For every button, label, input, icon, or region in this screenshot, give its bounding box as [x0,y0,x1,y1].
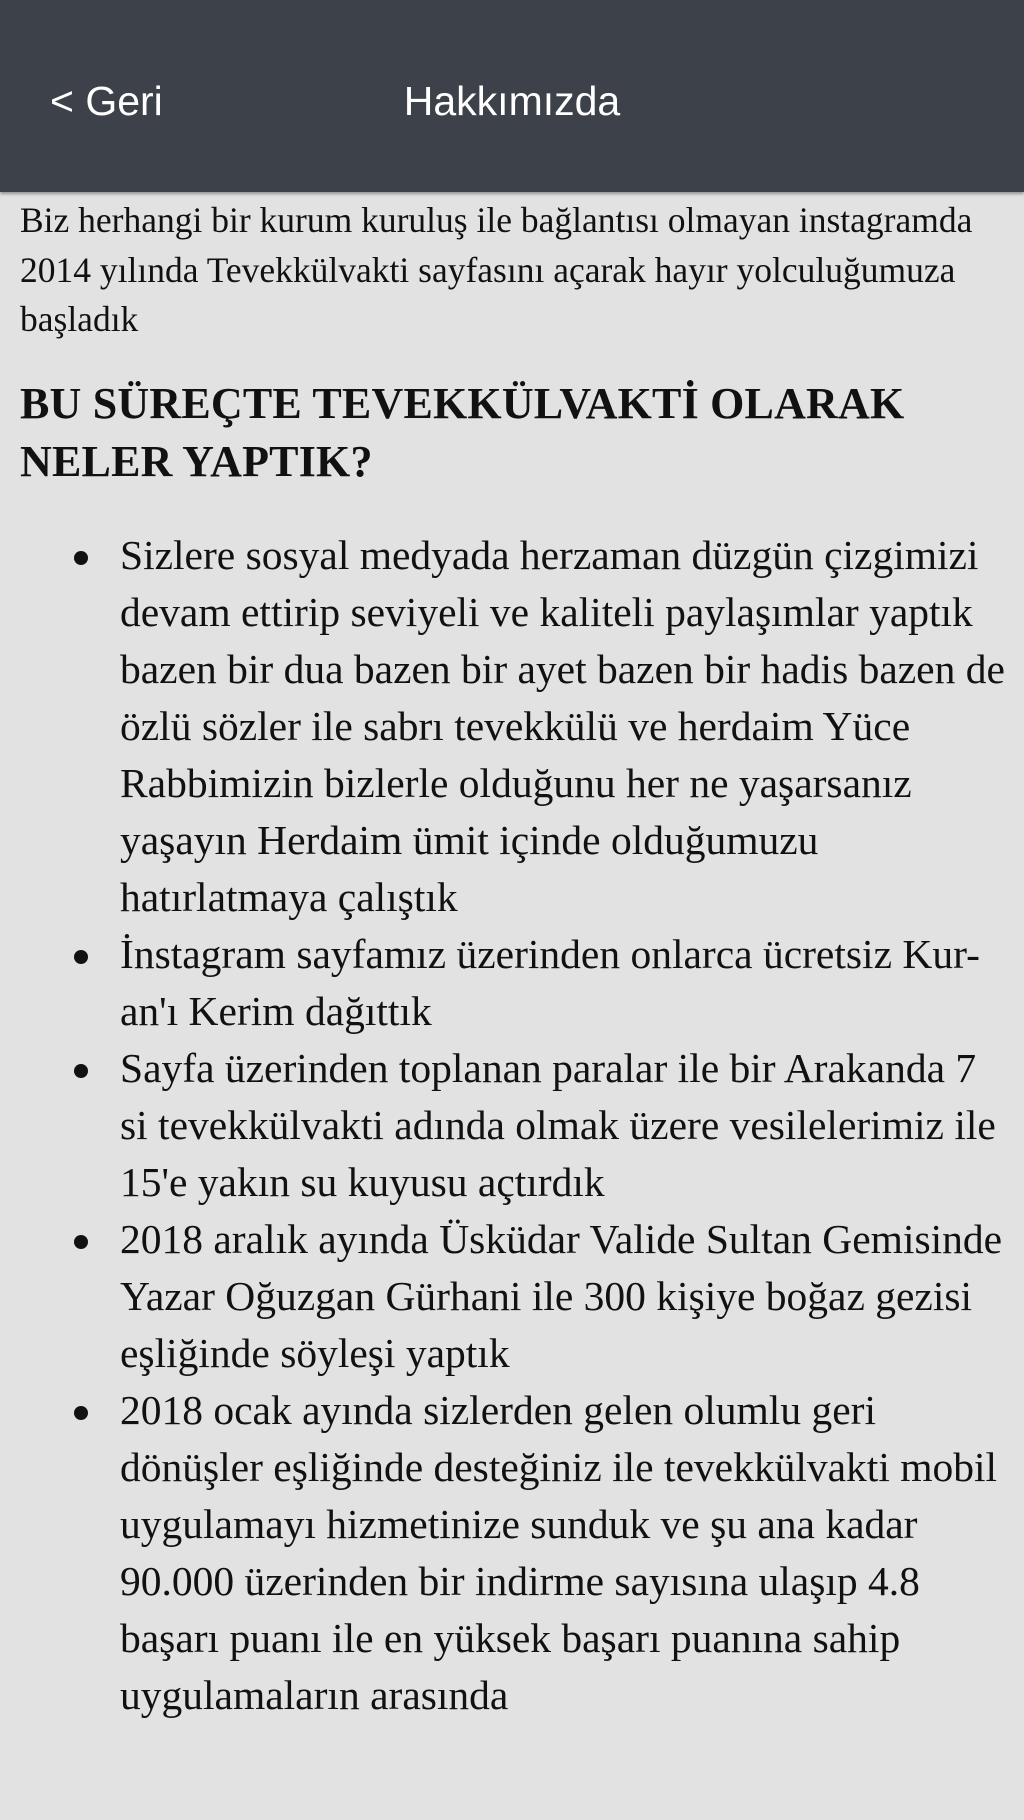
list-item-text: 2018 aralık ayında Üsküdar Valide Sultan Gemisinde Yazar Oğuzgan Gürhani ile 300 kişiye boğaz gezisi eşliğinde söyleşi yaptık [120,1215,1003,1376]
page-title: Hakkımızda [403,78,621,124]
list-item-text: Sizlere sosyal medyada herzaman düzgün çizgimizi devam ettirip seviyeli ve kaliteli paylaşımlar yaptık bazen bir dua bazen bir ayet bazen bir hadis bazen de özlü sözler ile sabrı tevekkülü ve herdaim Yüce Rabbimizin bizlerle olduğunu her ne yaşarsanız yaşayın Herdaim ümit içinde olduğumuzu hatırlatmaya çalıştık [120,531,1005,920]
intro-paragraph: Biz herhangi bir kurum kuruluş ile bağlantısı olmayan instagramda 2014 yılında Tevekkülvakti sayfasını açarak hayır yolculuğumuza başladık [20,200,973,339]
bullet-icon [74,1064,88,1078]
list-item-text: 2018 ocak ayında sizlerden gelen olumlu geri dönüşler eşliğinde desteğiniz ile tevekkülvakti mobil uygulamayı hizmetinize sunduk ve şu ana kadar 90.000 üzerinden bir indirme sayısına ulaşıp 4.8 başarı puanı ile en yüksek başarı puanına sahip uygulamaların arasında [120,1386,998,1718]
list-item [20,926,1010,1040]
bullet-icon [74,1406,88,1420]
list-item [20,1382,1010,1724]
bullet-icon [74,551,88,565]
list-item-text: Sayfa üzerinden toplanan paralar ile bir Arakanda 7 si tevekkülvakti adında olmak üzere vesilelerimiz ile 15'e yakın su kuyusu açtırdık [120,1044,996,1205]
back-button[interactable]: < Geri [50,78,163,124]
list-item [20,1040,1010,1211]
achievements-list [20,527,1010,1724]
bullet-icon [74,1235,88,1249]
bullet-icon [74,950,88,964]
about-content [20,196,1010,1724]
list-item [20,527,1010,926]
list-item [20,1211,1010,1382]
navigation-bar [0,0,1024,192]
section-heading: BU SÜREÇTE TEVEKKÜLVAKTİ OLARAK NELER YAPTIK? [20,378,905,486]
list-item-text: İnstagram sayfamız üzerinden onlarca ücretsiz Kur-an'ı Kerim dağıttık [120,930,980,1034]
